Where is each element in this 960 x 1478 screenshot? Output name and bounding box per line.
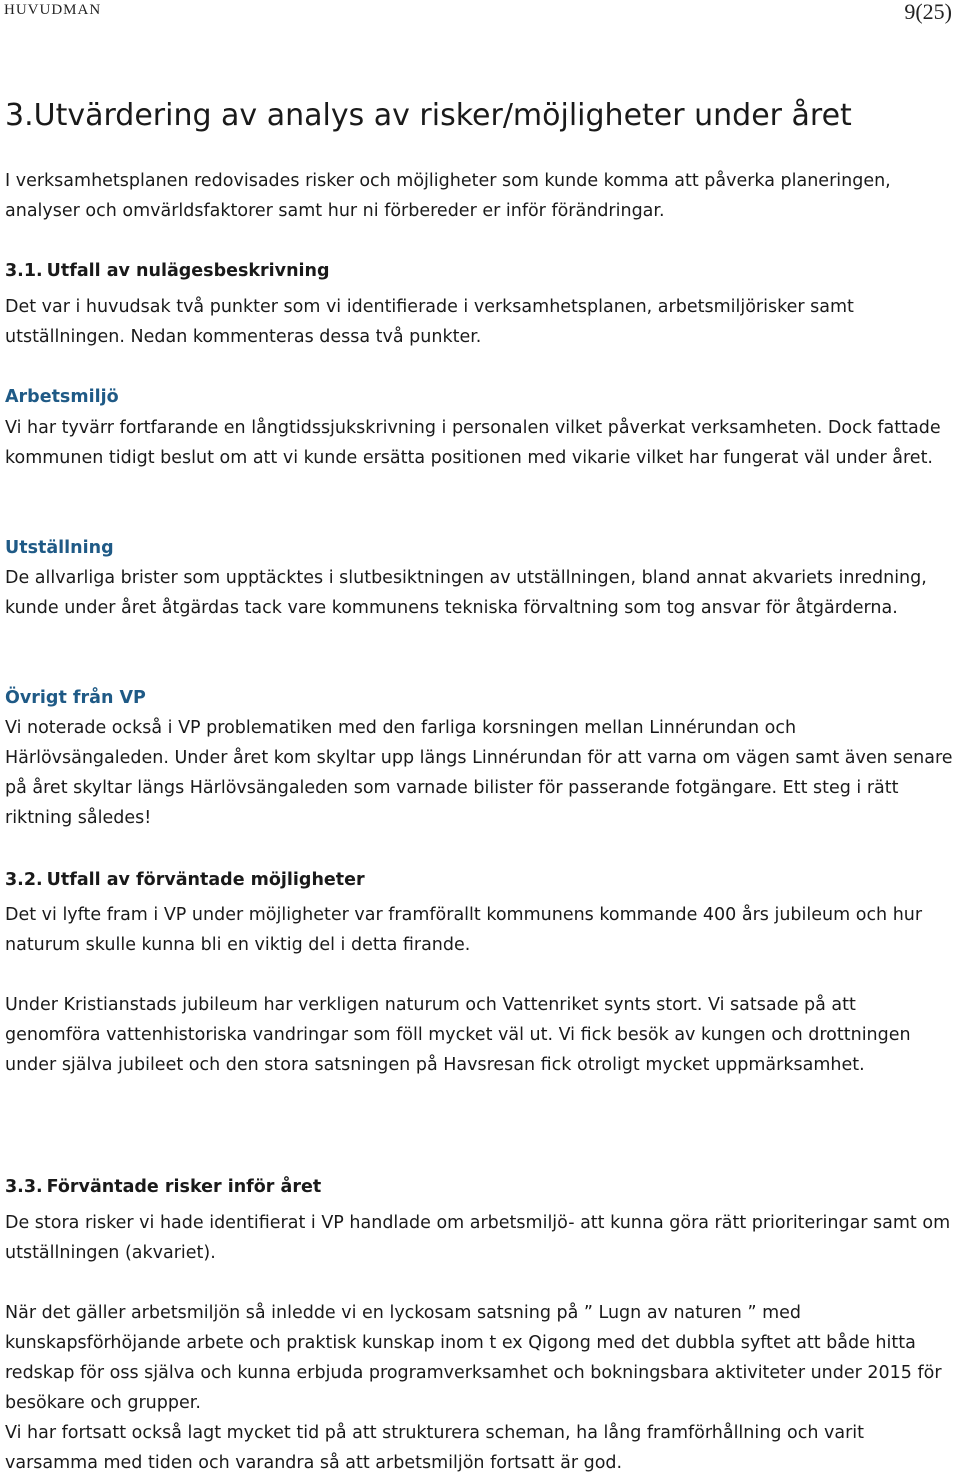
section-number: 3.1. xyxy=(5,261,43,281)
section-title: Utfall av förväntade möjligheter xyxy=(46,870,365,890)
section-3-2-heading xyxy=(5,865,365,895)
section-number: 3.2. xyxy=(5,870,43,890)
intro-paragraph: I verksamhetsplanen redovisades risker och möjligheter som kunde komma att påverka planeringen, analyser och omvärldsfaktorer samt hur ni förbereder er inför förändringar. xyxy=(5,171,891,221)
utstallning-heading: Utställning xyxy=(5,538,114,558)
ovrigt-body: Vi noterade också i VP problematiken med den farliga korsningen mellan Linnérundan och Härlövsängaleden. Under året kom skyltar upp längs Linnérundan för att varna om vägen samt även senare på året skyltar längs Härlövsängaleden som varnade bilister för passerande fotgängare. Ett steg i rätt riktning således! xyxy=(5,718,953,828)
arbetsmiljo-body: Vi har tyvärr fortfarande en långtidssjukskrivning i personalen vilket påverkat verksamheten. Dock fattade kommunen tidigt beslut om att vi kunde ersätta positionen med vikarie vilket har fungerat väl under året. xyxy=(5,418,941,468)
page-number: 9(25) xyxy=(904,0,952,24)
running-header: HUVUDMAN xyxy=(4,2,102,18)
section-title: Utfall av nulägesbeskrivning xyxy=(46,261,330,281)
utstallning-body: De allvarliga brister som upptäcktes i slutbesiktningen av utställningen, bland annat akvariets inredning, kunde under året åtgärdas tack vare kommunens tekniska förvaltning som tog ansvar för åtgärderna. xyxy=(5,568,927,618)
section-title: Förväntade risker inför året xyxy=(46,1177,322,1197)
chapter-heading: 3.Utvärdering av analys av risker/möjligheter under året xyxy=(5,98,852,133)
section-3-2-body-1: Det vi lyfte fram i VP under möjligheter var framförallt kommunens kommande 400 års jubileum och hur naturum skulle kunna bli en viktig del i detta firande. xyxy=(5,905,923,955)
section-3-3-heading xyxy=(5,1172,321,1202)
section-3-3-body-3: Vi har fortsatt också lagt mycket tid på att strukturera scheman, ha lång framförhållning och varit varsamma med tiden och varandra så att arbetsmiljön fortsatt är god. xyxy=(5,1423,864,1473)
ovrigt-heading: Övrigt från VP xyxy=(5,688,146,708)
section-3-1-body: Det var i huvudsak två punkter som vi identifierade i verksamhetsplanen, arbetsmiljörisker samt utställningen. Nedan kommenteras dessa två punkter. xyxy=(5,297,854,347)
section-number: 3.3. xyxy=(5,1177,43,1197)
arbetsmiljo-heading: Arbetsmiljö xyxy=(5,387,119,407)
section-3-1-heading xyxy=(5,256,330,286)
section-3-3-body-1: De stora risker vi hade identifierat i VP handlade om arbetsmiljö- att kunna göra rätt prioriteringar samt om utställningen (akvariet). xyxy=(5,1213,951,1263)
section-3-2-body-2: Under Kristianstads jubileum har verkligen naturum och Vattenriket synts stort. Vi satsade på att genomföra vattenhistoriska vandringar som föll mycket väl ut. Vi fick besök av kungen och drottningen under själva jubileet och den stora satsningen på Havsresan fick otroligt mycket uppmärksamhet. xyxy=(5,995,911,1075)
section-3-3-body-2: När det gäller arbetsmiljön så inledde vi en lyckosam satsning på ” Lugn av naturen ” med kunskapsförhöjande arbete och praktisk kunskap inom t ex Qigong med det dubbla syftet att både hitta redskap för oss själva och kunna erbjuda programverksamhet och bokningsbara aktiviteter under 2015 för besökare och grupper. xyxy=(5,1303,942,1413)
